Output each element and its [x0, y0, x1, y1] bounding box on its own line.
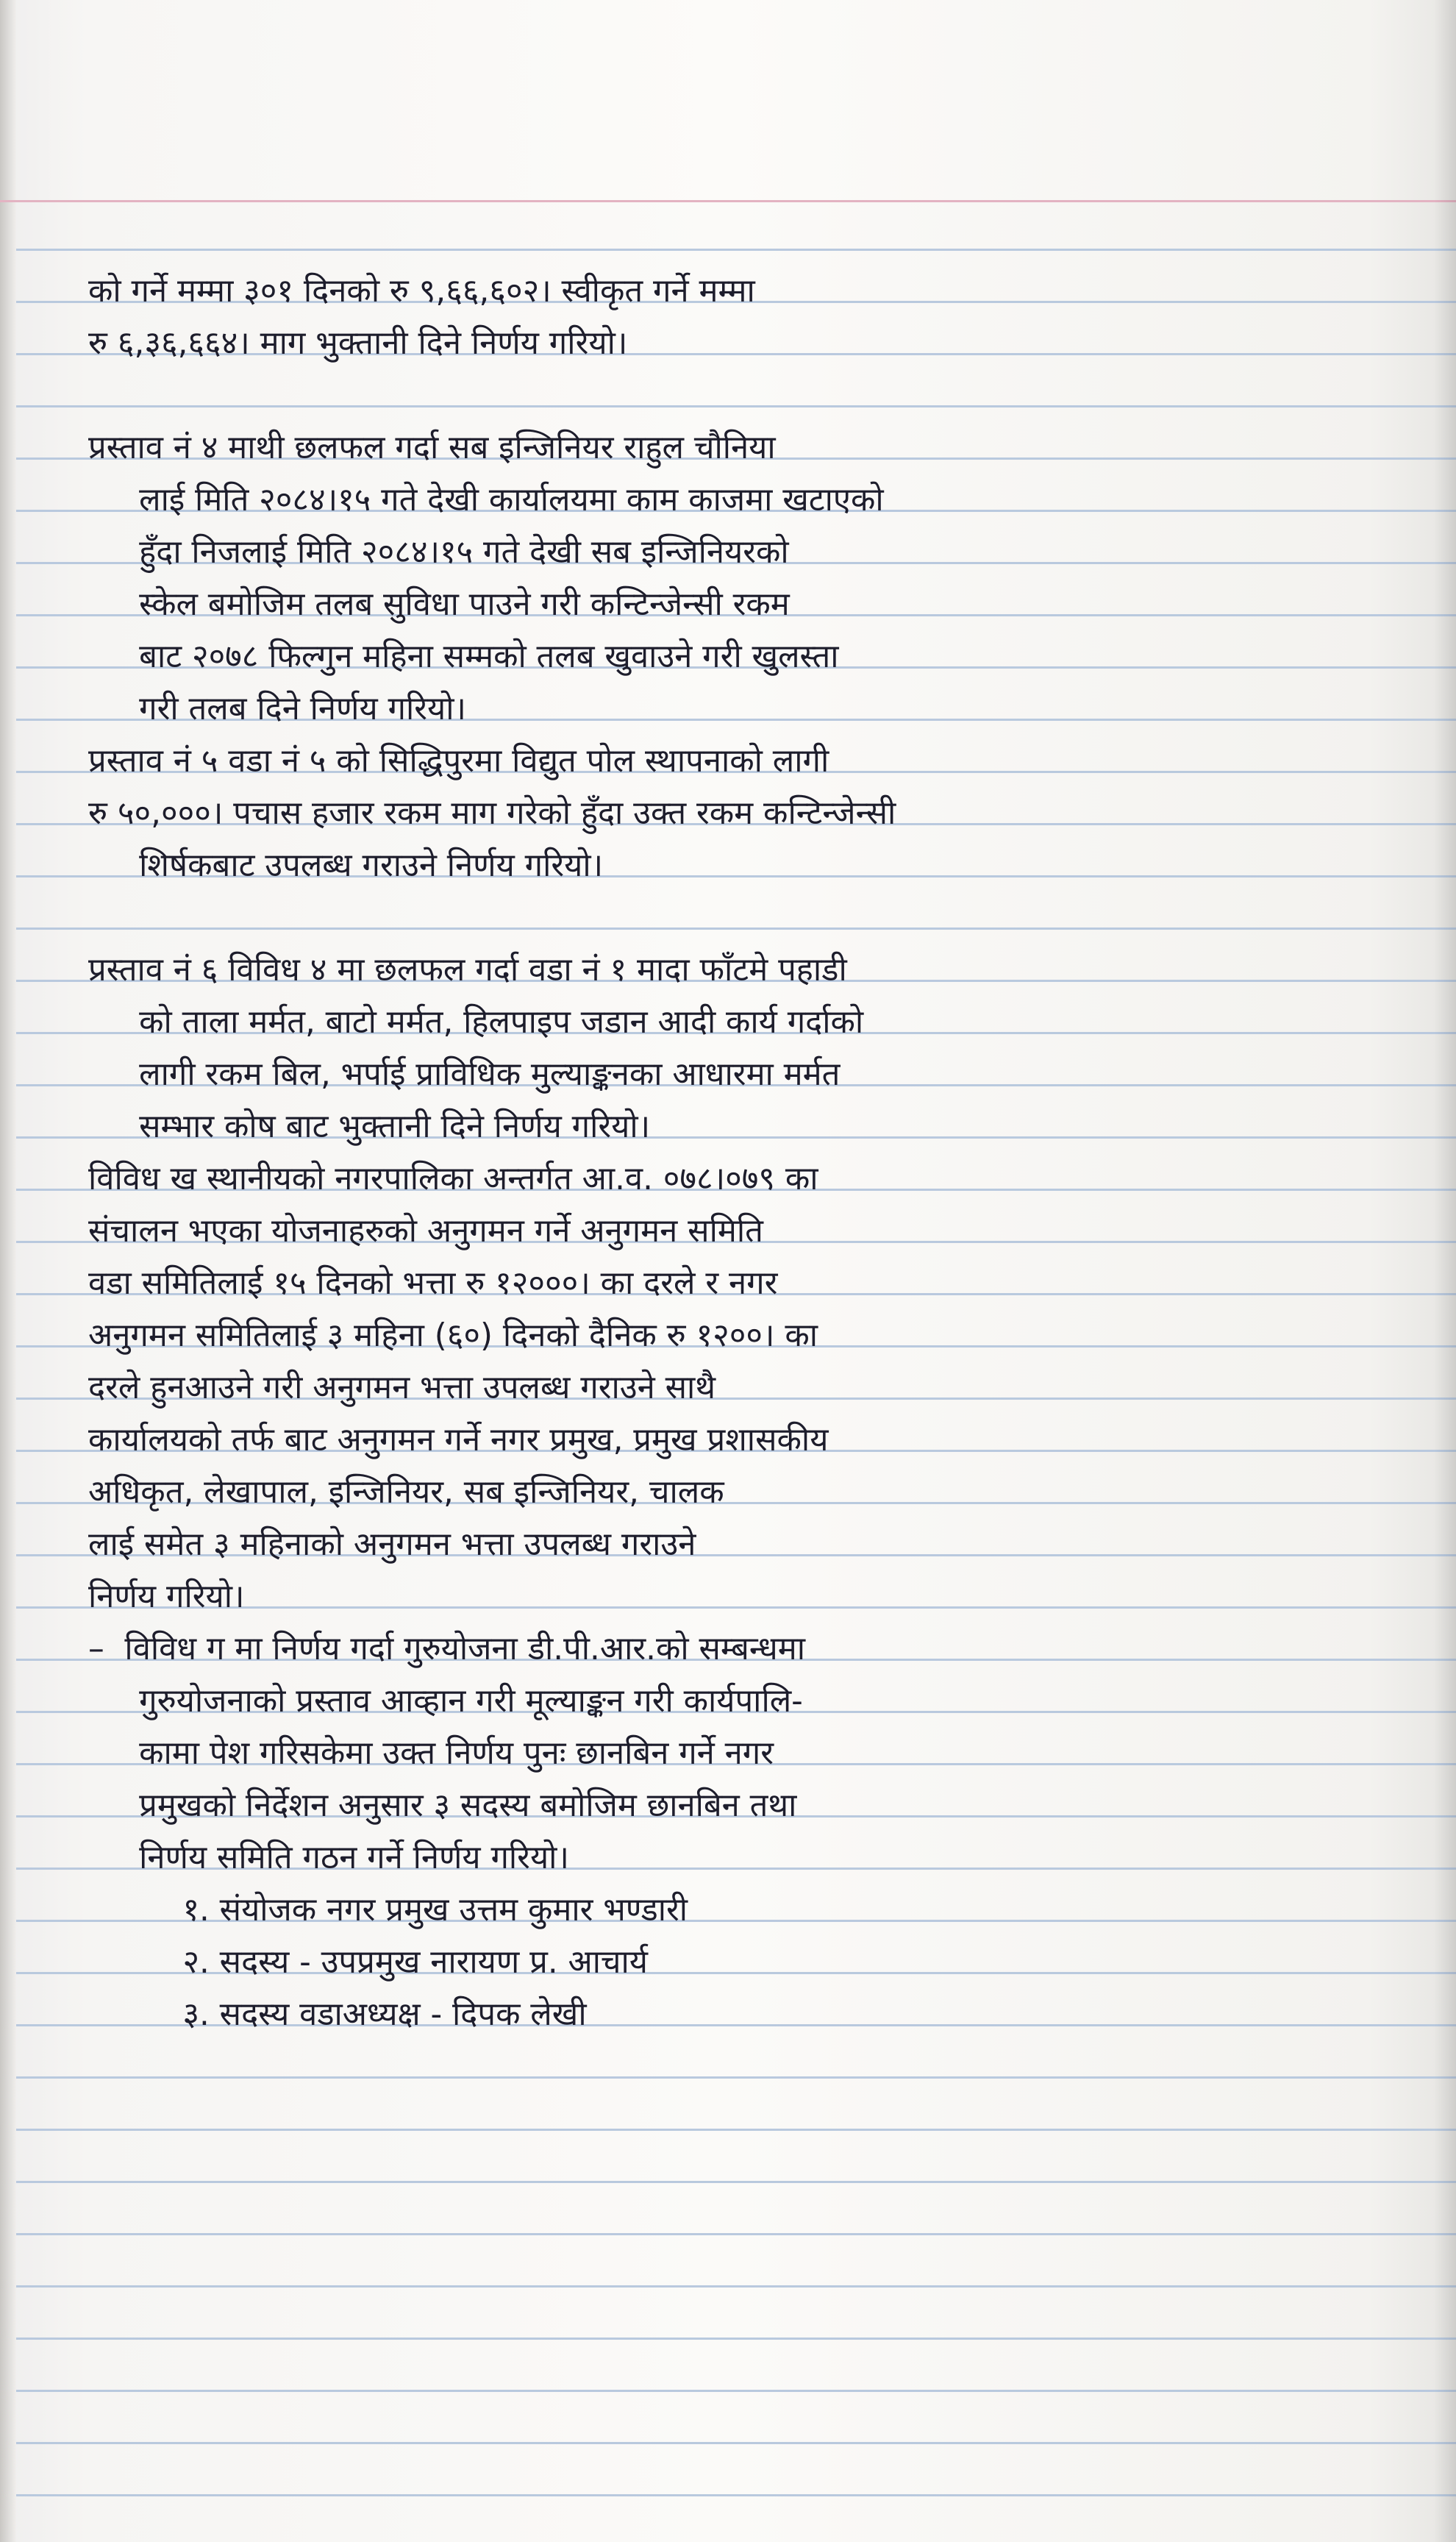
text-line: शिर्षकबाट उपलब्ध गराउने निर्णय गरियो। [139, 847, 604, 884]
committee-member: २. सदस्य - उपप्रमुख नारायण प्र. आचार्य [182, 1943, 649, 1981]
text-line: रु ५०,०००। पचास हजार रकम माग गरेको हुँदा उक्त रकम कन्टिन्जेन्सी [88, 794, 896, 832]
text-line: अधिकृत, लेखापाल, इन्जिनियर, सब इन्जिनियर, चालक [88, 1473, 724, 1511]
text-line: प्रमुखको निर्देशन अनुसार ३ सदस्य बमोजिम छानबिन तथा [139, 1787, 797, 1824]
handwritten-minutes [88, 265, 1412, 2040]
paragraph-payment [88, 265, 1412, 369]
text-line [88, 1623, 1397, 1675]
text-line: को ताला मर्मत, बाटो मर्मत, हिलपाइप जडान आदी कार्य गर्दाको [139, 1003, 864, 1041]
text-line: कार्यालयको तर्फ बाट अनुगमन गर्ने नगर प्रमुख, प्रमुख प्रशासकीय [88, 1421, 829, 1459]
paragraph-proposal-6 [88, 944, 1412, 1153]
text-line: प्रस्ताव नं ४ माथी छलफल गर्दा सब इन्जिनियर राहुल चौनिया [88, 429, 776, 466]
paragraph-masterplan [88, 1623, 1412, 1884]
committee-member: ३. सदस्य वडाअध्यक्ष - दिपक लेखी [182, 1995, 587, 2033]
paragraph-monitoring [88, 1153, 1412, 1623]
text-line: अनुगमन समितिलाई ३ महिना (६०) दिनको दैनिक रु १२००। का [88, 1317, 818, 1354]
text-line: निर्णय गरियो। [88, 1578, 245, 1615]
text-line: बाट २०७८ फिल्गुन महिना सम्मको तलब खुवाउने गरी खुलस्ता [139, 638, 839, 675]
text-line: गरी तलब दिने निर्णय गरियो। [139, 690, 466, 727]
text-line: विविध ख स्थानीयको नगरपालिका अन्तर्गत आ.व. ०७८।०७९ का [88, 1160, 818, 1197]
text-fragment: विविध ग मा निर्णय गर्दा गुरुयोजना डी.पी.आर.को सम्बन्धमा [124, 1630, 806, 1667]
text-line: स्केल बमोजिम तलब सुविधा पाउने गरी कन्टिन्जेन्सी रकम [139, 585, 790, 623]
text-line: लागी रकम बिल, भर्पाई प्राविधिक मुल्याङ्कनका आधारमा मर्मत [139, 1055, 841, 1093]
text-line: लाई मिति २०८४।१५ गते देखी कार्यालयमा काम काजमा खटाएको [139, 481, 884, 519]
text-line: निर्णय समिति गठन गर्ने निर्णय गरियो। [139, 1839, 569, 1876]
text-line: संचालन भएका योजनाहरुको अनुगमन गर्ने अनुगमन समिति [88, 1212, 763, 1250]
text-line: को गर्ने मम्मा ३०१ दिनको रु ९,६६,६०२। स्वीकृत गर्ने मम्मा [88, 272, 755, 310]
text-line: हुँदा निजलाई मिति २०८४।१५ गते देखी सब इन्जिनियरको [139, 533, 789, 571]
text-line: लाई समेत ३ महिनाको अनुगमन भत्ता उपलब्ध गराउने [88, 1525, 696, 1563]
committee-member: १. संयोजक नगर प्रमुख उत्तम कुमार भण्डारी [182, 1891, 688, 1929]
text-line: प्रस्ताव नं ६ विविध ४ मा छलफल गर्दा वडा नं १ मादा फाँटमे पहाडी [88, 951, 847, 989]
text-line: वडा समितिलाई १५ दिनको भत्ता रु १२०००। का दरले र नगर [88, 1264, 778, 1302]
text-line: दरले हुनआउने गरी अनुगमन भत्ता उपलब्ध गराउने साथै [88, 1369, 716, 1406]
text-line: कामा पेश गरिसकेमा उक्त निर्णय पुनः छानबिन गर्ने नगर [139, 1734, 774, 1772]
paragraph-proposal-5 [88, 735, 1412, 891]
top-margin-rule [0, 200, 1456, 202]
text-line: सम्भार कोष बाट भुक्तानी दिने निर्णय गरियो। [139, 1108, 651, 1145]
bullet-dash: – [88, 1630, 104, 1667]
paragraph-proposal-4 [88, 421, 1412, 735]
committee-list [88, 1884, 1412, 2040]
text-line: रु ६,३६,६६४। माग भुक्तानी दिने निर्णय गरियो। [88, 324, 628, 362]
text-line: गुरुयोजनाको प्रस्ताव आव्हान गरी मूल्याङ्कन गरी कार्यपालि- [139, 1682, 803, 1720]
text-line: प्रस्ताव नं ५ वडा नं ५ को सिद्धिपुरमा विद्युत पोल स्थापनाको लागी [88, 742, 829, 780]
page-left-edge [0, 0, 16, 2542]
page-shadow [1434, 0, 1456, 2542]
